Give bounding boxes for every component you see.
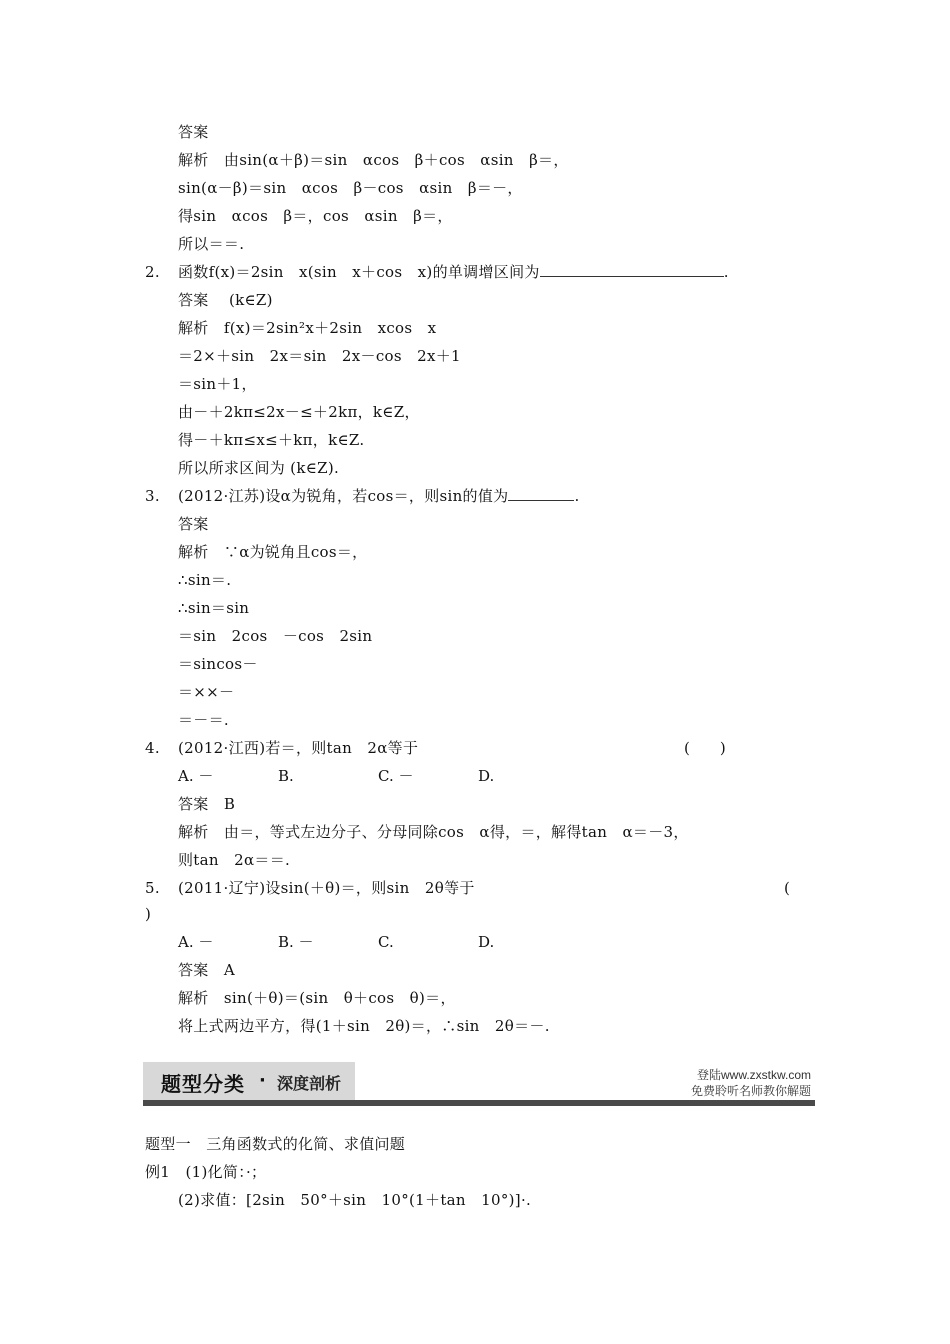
solution-line: ＝2×＋sin 2x＝sin 2x－cos 2x＋1 [178, 347, 461, 365]
question-number: 5. [145, 879, 160, 897]
answer-label: 答案 [178, 515, 209, 533]
solution-line: 所以所求区间为 (k∈Z). [178, 459, 340, 477]
website-link[interactable]: 登陆www.zxstkw.com [696, 1068, 811, 1082]
solution-line: ∴sin＝sin [178, 599, 250, 617]
question-text: (2011·辽宁)设sin(＋θ)＝，则sin 2θ等于 [178, 879, 475, 897]
solution-line: 解析 ∵α为锐角且cos＝， [178, 543, 368, 561]
answer-paren-close: ) [145, 905, 151, 923]
option-d: D. [478, 767, 495, 785]
solution-line: 解析 f(x)＝2sin²x＋2sin xcos x [178, 319, 437, 337]
option-d: D. [478, 933, 495, 951]
example-line: 例1 (1)化简：·； [145, 1163, 267, 1181]
option-c: C. － [378, 767, 414, 785]
question-number: 4. [145, 739, 160, 757]
option-b: B. － [278, 933, 314, 951]
solution-line: 解析 由＝，等式左边分子、分母同除cos α得，＝，解得tan α＝－3， [178, 823, 689, 841]
solution-line: 由－＋2kπ≤2x－≤＋2kπ，k∈Z， [178, 403, 420, 421]
answer-label: 答案 (k∈Z) [178, 291, 273, 309]
option-a: A. － [178, 933, 214, 951]
solution-line: 所以＝＝. [178, 235, 245, 253]
answer-paren-open: ( [784, 879, 790, 897]
solution-line: 解析 由sin(α＋β)＝sin αcos β＋cos αsin β＝， [178, 151, 569, 169]
solution-line: 得－＋kπ≤x≤＋kπ，k∈Z. [178, 431, 365, 449]
answer-blank [508, 486, 574, 501]
option-b: B. [278, 767, 294, 785]
option-c: C. [378, 933, 394, 951]
section-banner [143, 1060, 815, 1108]
solution-line: ＝sin＋1， [178, 375, 257, 393]
answer-label: 答案 [178, 123, 209, 141]
question-end: . [723, 263, 729, 281]
question-text [178, 486, 580, 506]
banner-subtitle: 深度剖析 [277, 1074, 342, 1093]
banner-rule [143, 1100, 815, 1106]
question-stem: (2012·江苏)设α为锐角，若cos＝，则sin的值为 [178, 487, 509, 505]
solution-line: 则tan 2α＝＝. [178, 851, 291, 869]
question-number: 2. [145, 263, 160, 281]
option-a: A. － [178, 767, 214, 785]
solution-line: ＝sin 2cos －cos 2sin [178, 627, 373, 645]
solution-line: 解析 sin(＋θ)＝(sin θ＋cos θ)＝， [178, 989, 456, 1007]
answer-parentheses: ( ) [684, 739, 726, 757]
answer-blank [540, 262, 724, 277]
solution-line: ∴sin＝. [178, 571, 232, 589]
example-line: (2)求值：[2sin 50°＋sin 10°(1＋tan 10°)]·. [178, 1191, 532, 1209]
banner-title: 题型分类 [161, 1072, 245, 1096]
question-stem: 函数f(x)＝2sin x(sin x＋cos x)的单调增区间为 [178, 263, 540, 281]
answer-label: 答案 A [178, 961, 236, 979]
answer-label: 答案 B [178, 795, 236, 813]
solution-line: 将上式两边平方，得(1＋sin 2θ)＝，∴sin 2θ＝－. [178, 1017, 550, 1035]
question-number: 3. [145, 487, 160, 505]
question-end: . [574, 487, 580, 505]
website-slogan: 免费聆听名师教你解题 [690, 1084, 811, 1098]
solution-line: 得sin αcos β＝，cos αsin β＝， [178, 207, 453, 225]
solution-line: sin(α－β)＝sin αcos β－cos αsin β＝－， [178, 179, 523, 197]
question-text [178, 262, 729, 282]
question-text: (2012·江西)若＝，则tan 2α等于 [178, 739, 419, 757]
solution-line: ＝××－ [178, 683, 235, 701]
section-heading: 题型一 三角函数式的化简、求值问题 [145, 1135, 406, 1153]
banner-separator: · [259, 1070, 266, 1091]
solution-line: ＝sincos－ [178, 655, 258, 673]
solution-line: ＝－＝. [178, 711, 229, 729]
